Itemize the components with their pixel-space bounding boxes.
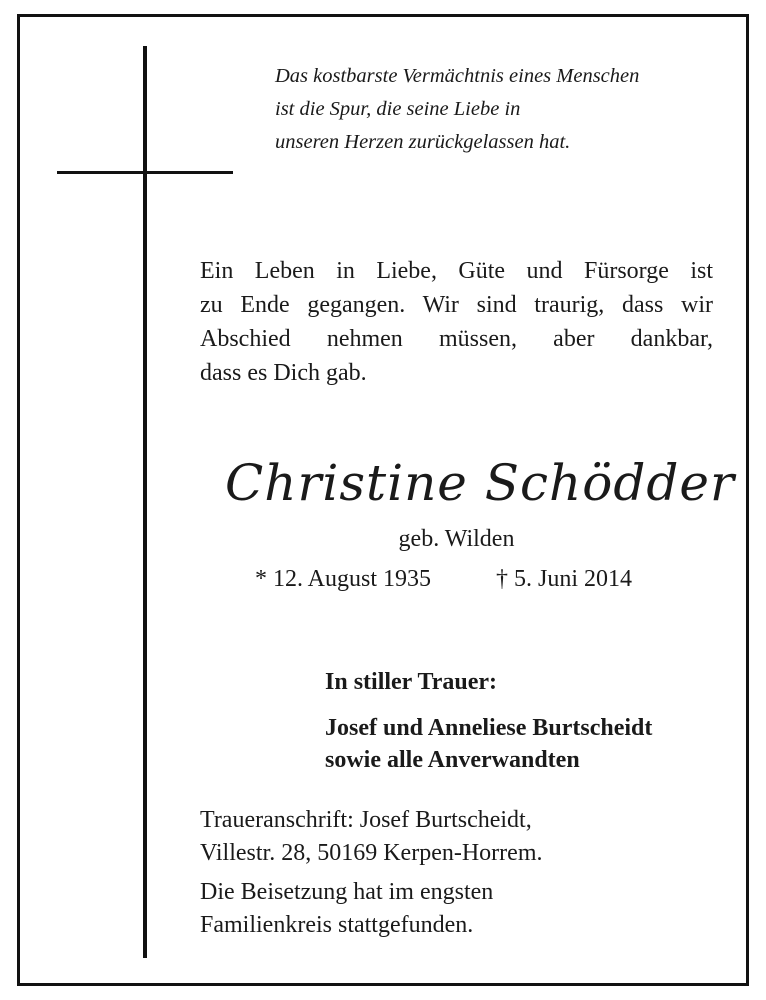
mourning-address [200, 804, 720, 870]
burial-line: Familienkreis stattgefunden. [200, 912, 474, 938]
intro-line: dass es Dich gab. [200, 360, 367, 386]
motto-line: unseren Herzen zurückgelassen hat. [275, 131, 571, 153]
address-line: Traueranschrift: Josef Burtscheidt, [200, 807, 532, 833]
mourners-heading: In stiller Trauer: [325, 669, 497, 695]
cross-horizontal-bar [57, 171, 233, 174]
birth-date: * 12. August 1935 [255, 566, 432, 592]
motto-quote [275, 60, 725, 159]
deceased-name: Christine Schödder [225, 454, 735, 512]
intro-text [200, 254, 713, 390]
mourners-line: sowie alle Anverwandten [325, 747, 580, 773]
motto-line: Das kostbarste Vermächtnis eines Menschen [275, 65, 640, 87]
birth-name: geb. Wilden [398, 526, 515, 552]
cross-vertical-bar [143, 46, 147, 958]
intro-line: Ein Leben in Liebe, Güte und Fürsorge ist [200, 258, 713, 284]
burial-line: Die Beisetzung hat im engsten [200, 879, 494, 905]
burial-note [200, 876, 720, 942]
intro-line: Abschied nehmen müssen, aber dankbar, [200, 326, 713, 352]
mourners-block [325, 666, 725, 776]
motto-line: ist die Spur, die seine Liebe in [275, 98, 521, 120]
death-date: † 5. Juni 2014 [496, 566, 633, 592]
address-line: Villestr. 28, 50169 Kerpen-Horrem. [200, 840, 543, 866]
mourners-line: Josef und Anneliese Burtscheidt [325, 715, 653, 741]
intro-line: zu Ende gegangen. Wir sind traurig, dass wir [200, 292, 713, 318]
